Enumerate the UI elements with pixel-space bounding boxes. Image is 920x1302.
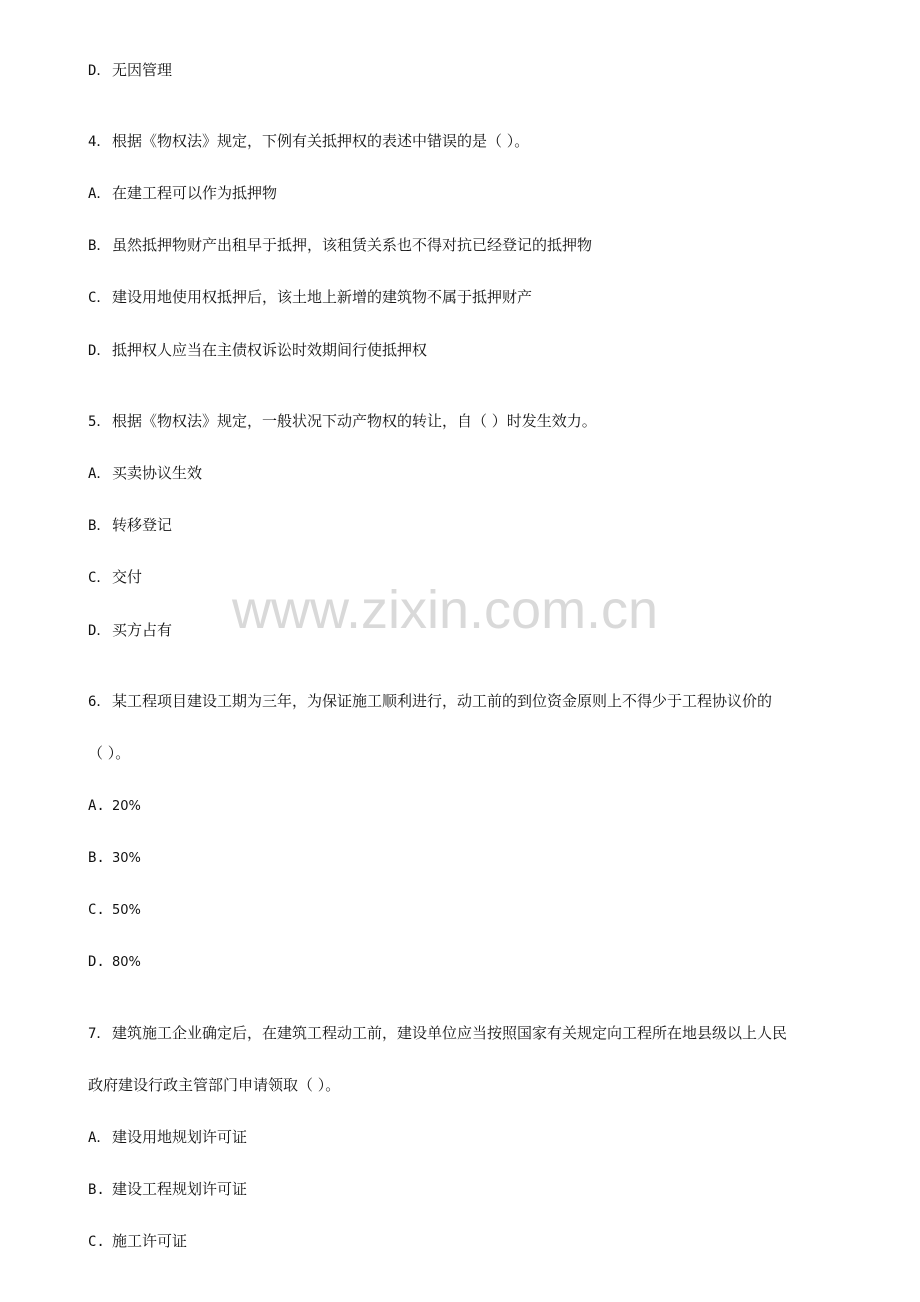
question-text: （ ）。 <box>88 744 131 762</box>
option-b-q4 <box>88 235 592 256</box>
option-label: C. <box>88 902 105 918</box>
option-c-q6 <box>88 899 141 921</box>
option-b-q6 <box>88 847 141 869</box>
option-label: C． <box>88 290 111 306</box>
option-text: 建设用地规划许可证 <box>112 1128 248 1146</box>
option-label: A． <box>88 1130 111 1146</box>
option-text: 20% <box>112 799 141 814</box>
question-number: 6． <box>88 694 111 710</box>
option-b-q7 <box>88 1179 247 1200</box>
question-text: 某工程项目建设工期为三年，为保证施工顺利进行，动工前的到位资金原则上不得少于工程协议价的 <box>112 692 773 710</box>
option-label: A. <box>88 798 105 814</box>
question-6-continuation <box>88 743 130 763</box>
option-c-q5 <box>88 567 142 588</box>
option-d-q3 <box>88 60 172 81</box>
question-number: 7． <box>88 1026 111 1042</box>
option-d-q4 <box>88 340 427 361</box>
option-text: 虽然抵押物财产出租早于抵押，该租赁关系也不得对抗已经登记的抵押物 <box>112 236 593 254</box>
question-5 <box>88 411 597 432</box>
option-d-q6 <box>88 951 141 973</box>
option-a-q6 <box>88 795 141 817</box>
option-label: D. <box>88 954 105 970</box>
option-label: B． <box>88 518 111 534</box>
question-number: 4． <box>88 134 111 150</box>
question-text: 根据《物权法》规定，一般状况下动产物权的转让，自（ ）时发生效力。 <box>112 412 597 430</box>
option-label: B. <box>88 1182 105 1198</box>
option-c-q4 <box>88 287 532 308</box>
option-a-q7 <box>88 1127 247 1148</box>
option-text: 80% <box>112 955 141 970</box>
question-number: 5． <box>88 414 111 430</box>
question-text: 政府建设行政主管部门申请领取（ ）。 <box>88 1076 341 1094</box>
option-label: B． <box>88 238 111 254</box>
option-a-q5 <box>88 463 202 484</box>
option-label: C. <box>88 1234 105 1250</box>
option-text: 无因管理 <box>112 61 173 79</box>
question-4 <box>88 131 529 152</box>
option-label: A． <box>88 466 111 482</box>
option-text: 建设用地使用权抵押后，该土地上新增的建筑物不属于抵押财产 <box>112 288 533 306</box>
question-6 <box>88 691 772 712</box>
question-text: 建筑施工企业确定后，在建筑工程动工前，建设单位应当按照国家有关规定向工程所在地县级以上人民 <box>112 1024 788 1042</box>
question-7 <box>88 1023 787 1044</box>
option-label: C． <box>88 570 111 586</box>
option-label: B. <box>88 850 105 866</box>
option-label: D． <box>88 623 111 639</box>
option-text: 施工许可证 <box>112 1232 188 1250</box>
option-d-q5 <box>88 620 172 641</box>
watermark: www.zixin.com.cn <box>232 580 659 640</box>
option-label: D． <box>88 63 111 79</box>
question-7-continuation <box>88 1075 340 1095</box>
option-text: 30% <box>112 851 141 866</box>
option-text: 建设工程规划许可证 <box>112 1180 248 1198</box>
option-text: 转移登记 <box>112 516 173 534</box>
option-label: D． <box>88 343 111 359</box>
question-text: 根据《物权法》规定，下例有关抵押权的表述中错误的是（ ）。 <box>112 132 530 150</box>
option-a-q4 <box>88 183 277 204</box>
option-c-q7 <box>88 1231 187 1252</box>
option-label: A． <box>88 186 111 202</box>
option-text: 抵押权人应当在主债权诉讼时效期间行使抵押权 <box>112 341 428 359</box>
option-text: 在建工程可以作为抵押物 <box>112 184 278 202</box>
option-b-q5 <box>88 515 172 536</box>
option-text: 买方占有 <box>112 621 173 639</box>
option-text: 50% <box>112 903 141 918</box>
option-text: 交付 <box>112 568 143 586</box>
option-text: 买卖协议生效 <box>112 464 203 482</box>
